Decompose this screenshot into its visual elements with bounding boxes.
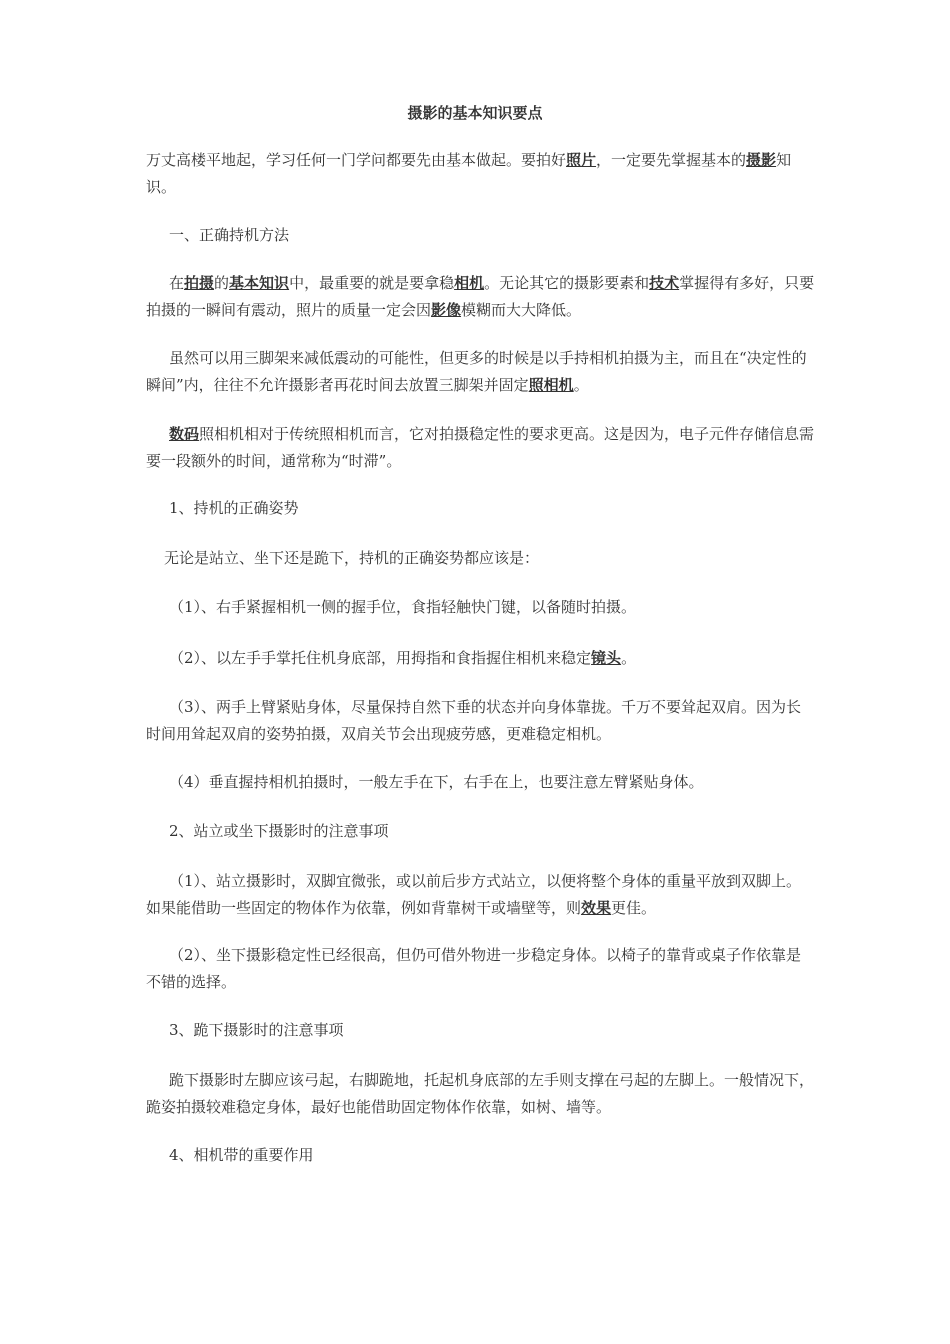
text-run: 在 (169, 274, 185, 292)
text-run: 模糊而大大降低。 (461, 301, 582, 319)
section-heading-4: 3、跪下摄影时的注意事项 (169, 1021, 344, 1039)
paragraph-posture-1: （1）、右手紧握相机一侧的握手位，食指轻触快门键，以备随时拍摄。 (169, 598, 637, 616)
keyword-link-still-camera[interactable]: 照相机 (528, 376, 574, 394)
keyword-link-technique[interactable]: 技术 (649, 274, 680, 292)
paragraph-digital (146, 421, 816, 475)
text-run: 。 (573, 376, 589, 394)
intro-paragraph (146, 147, 816, 201)
text-run: （1）、站立摄影时，双脚宜微张，或以前后步方式站立，以便将整个身体的重量平放到双脚上。如果能借助一些固定的物体作为依靠，例如背靠树干或墙壁等，则 (146, 872, 802, 917)
keyword-link-camera[interactable]: 相机 (454, 274, 485, 292)
text-run: 的 (214, 274, 230, 292)
section-heading-1: 一、正确持机方法 (169, 226, 290, 244)
keyword-link-photo[interactable]: 照片 (566, 151, 597, 169)
paragraph-holding-camera (146, 270, 816, 324)
section-heading-2: 1、持机的正确姿势 (169, 499, 299, 517)
text-run: 。无论其它的摄影要素和 (484, 274, 650, 292)
paragraph-posture-3: （3）、两手上臂紧贴身体，尽量保持自然下垂的状态并向身体靠拢。千万不要耸起双肩。因为长时间用耸起双肩的姿势拍摄，双肩关节会出现疲劳感，更难稳定相机。 (146, 698, 802, 743)
paragraph-posture-2 (146, 645, 816, 672)
section-heading-5: 4、相机带的重要作用 (169, 1146, 314, 1164)
text-run: 。 (621, 649, 637, 667)
document-title: 摄影的基本知识要点 (407, 104, 543, 122)
keyword-link-photography[interactable]: 摄影 (746, 151, 777, 169)
text-run: 万丈高楼平地起，学习任何一门学问都要先由基本做起。要拍好 (146, 151, 567, 169)
paragraph-kneeling: 跪下摄影时左脚应该弓起，右脚跪地，托起机身底部的左手则支撑在弓起的左脚上。一般情况下，跪姿拍摄较难稳定身体，最好也能借助固定物体作依靠，如树、墙等。 (146, 1071, 815, 1116)
keyword-link-effect[interactable]: 效果 (581, 899, 612, 917)
keyword-link-basic-knowledge[interactable]: 基本知识 (229, 274, 290, 292)
paragraph-posture-intro: 无论是站立、坐下还是跪下，持机的正确姿势都应该是： (164, 549, 540, 567)
text-run: 掌握得有多好，只要拍摄的一瞬间有震动，照片的质量一定会因 (146, 274, 815, 319)
text-run: 虽然可以用三脚架来减低震动的可能性，但更多的时候是以手持相机拍摄为主，而且在“决定性的瞬间”内，往往不允许摄影者再花时间去放置三脚架并固定 (146, 349, 807, 394)
keyword-link-digital[interactable]: 数码 (169, 425, 200, 443)
text-run: 照相机相对于传统照相机而言，它对拍摄稳定性的要求更高。这是因为，电子元件存储信息需要一段额外的时间，通常称为“时滞”。 (146, 425, 815, 470)
text-run: 更佳。 (611, 899, 657, 917)
keyword-link-shooting[interactable]: 拍摄 (184, 274, 215, 292)
section-heading-3: 2、站立或坐下摄影时的注意事项 (169, 822, 389, 840)
text-run: 中，最重要的就是要拿稳 (289, 274, 455, 292)
text-run: （2）、以左手手掌托住机身底部，用拇指和食指握住相机来稳定 (169, 649, 592, 667)
text-run: 知识。 (146, 151, 792, 196)
paragraph-posture-4: （4）垂直握持相机拍摄时，一般左手在下，右手在上，也要注意左臂紧贴身体。 (169, 773, 704, 791)
text-run: ，一定要先掌握基本的 (596, 151, 747, 169)
paragraph-tripod (146, 345, 816, 399)
keyword-link-lens[interactable]: 镜头 (591, 649, 622, 667)
paragraph-sitting: （2）、坐下摄影稳定性已经很高，但仍可借外物进一步稳定身体。以椅子的靠背或桌子作依靠是不错的选择。 (146, 946, 802, 991)
paragraph-standing (146, 868, 816, 922)
keyword-link-image[interactable]: 影像 (431, 301, 462, 319)
